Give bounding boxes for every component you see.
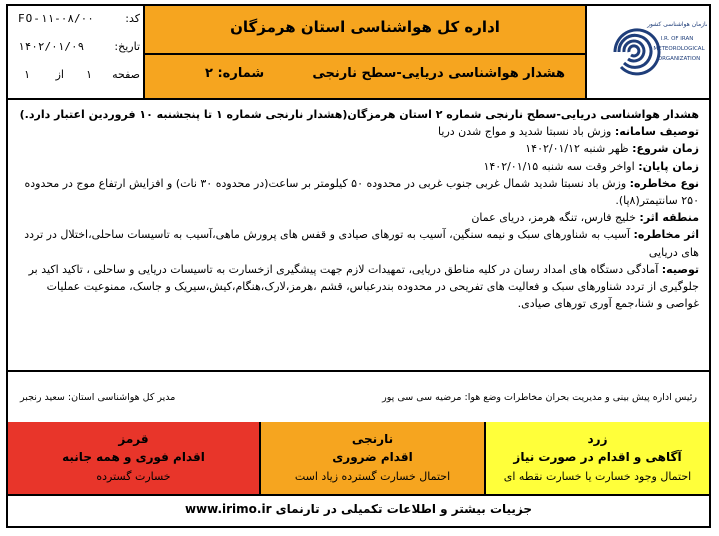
level-action: اقدام ضروری — [332, 450, 413, 464]
bulletin-body — [8, 98, 709, 364]
logo-text-en-1: I.R. OF IRAN — [660, 36, 694, 42]
page-current: ۱ — [86, 68, 92, 81]
effect-label: اثر مخاطره: — [633, 228, 699, 242]
code-value: FO-۱۱-۰۸/۰۰ — [18, 12, 94, 25]
level-orange — [259, 422, 484, 496]
logo-text-fa: سازمان هواشناسی کشور — [647, 21, 707, 28]
title-divider — [145, 53, 585, 55]
effect-value: آسیب به شناورهای سبک و نیمه سنگین، آسیب به تورهای صیادی و قفس های پرورش ماهی،آسیب به تاسیسات ساحلی،اختلال در تردد های دریایی — [24, 228, 699, 259]
end-label: زمان پایان: — [638, 159, 699, 173]
document-meta — [8, 6, 146, 98]
type-label: نوع مخاطره: — [629, 176, 699, 190]
system-description — [18, 123, 699, 140]
recommendation — [18, 261, 699, 313]
type-value: وزش باد نسبتا شدید شمال غربی جنوب غربی در محدوده ۵۰ کیلومتر بر ساعت(در محدوده ۳۰ نات) و افزایش ارتفاع موج در محدوده ۲۵۰ سانتیمتر(۸پا). — [24, 176, 699, 208]
page-row — [14, 68, 140, 88]
desc-label: توصیف سامانه: — [614, 125, 699, 139]
start-value: ظهر شنبه ۱۴۰۲/۰۱/۱۲ — [525, 142, 629, 156]
signatures-row — [8, 370, 709, 424]
page-title: اداره کل هواشناسی استان هرمزگان — [230, 18, 500, 36]
advice-value: آمادگی دستگاه های امداد رسان در کلیه مناطق دریایی، تمهیدات لازم جهت پیشگیری ازخسارت به تاسیسات دریایی و ساحلی ، تاکید اکید بر جلوگیری از تردد شناورهای سبک و فعالیت های تفریحی در محدوده بندرعباس، قشم ،هرمز،لارک،هنگام،کیش،سیریک و جاسک، ممنوعیت عملیات غواصی و شنا،جمع آوری تورهای صیادی. — [28, 262, 699, 311]
hazard-type — [18, 175, 699, 209]
end-time — [18, 158, 699, 175]
level-action: آگاهی و اقدام در صورت نیاز — [513, 450, 682, 464]
level-name: زرد — [587, 432, 608, 446]
code-label: کد: — [125, 12, 140, 25]
date-value: ۱۴۰۲/۰۱/۰۹ — [18, 40, 85, 53]
level-desc: احتمال وجود خسارت یا خسارت نقطه ای — [503, 470, 692, 483]
meteorological-organization-logo — [587, 6, 707, 96]
page-label: صفحه — [112, 68, 140, 81]
director-signature: مدیر کل هواشناسی استان: سعید رنجبر — [20, 392, 176, 403]
warning-bulletin — [6, 4, 711, 528]
warning-number: شماره: ۲ — [205, 66, 265, 81]
level-action: اقدام فوری و همه جانبه — [62, 450, 205, 464]
end-value: اواخر وقت سه شنبه ۱۴۰۲/۰۱/۱۵ — [483, 159, 635, 173]
title-cell — [143, 6, 585, 98]
level-desc: احتمال خسارت گسترده زیاد است — [294, 470, 451, 483]
advice-label: توصیه: — [661, 262, 699, 276]
warning-levels — [8, 422, 709, 496]
date-label: تاریخ: — [114, 40, 140, 53]
footer-link-line: جزییات بیشتر و اطلاعات تکمیلی در تارنمای www.irimo.ir — [8, 494, 709, 526]
warning-subtitle: هشدار هواشناسی دریایی-سطح نارنجی — [312, 66, 565, 81]
forecast-head-signature: رئیس اداره پیش بینی و مدیریت بحران مخاطرات وضع هوا: مرضیه سی سی پور — [382, 392, 697, 403]
date-row — [14, 40, 140, 60]
hazard-effect — [18, 226, 699, 260]
area-label: منطقه اثر: — [639, 211, 699, 225]
level-red — [8, 422, 259, 496]
desc-value: وزش باد نسبتا شدید و مواج شدن دریا — [438, 125, 612, 139]
affected-area — [18, 209, 699, 226]
logo-text-en-2: METEOROLOGICAL — [653, 46, 705, 52]
area-value: خلیج فارس، تنگه هرمز، دریای عمان — [471, 211, 636, 225]
level-yellow — [484, 422, 709, 496]
start-label: زمان شروع: — [632, 142, 699, 156]
level-name: نارنجی — [351, 432, 394, 446]
code-row — [14, 12, 140, 32]
start-time — [18, 140, 699, 157]
level-name: قرمز — [118, 432, 149, 446]
level-desc: خسارت گسترده — [96, 470, 171, 483]
intro-line: هشدار هواشناسی دریایی-سطح نارنجی شماره ۲ استان هرمزگان(هشدار نارنجی شماره ۱ تا پنجشنبه ۱۰ فروردین اعتبار دارد.) — [19, 108, 699, 121]
page-total: ۱ — [24, 68, 30, 81]
logo-text-en-3: ORGANIZATION — [657, 56, 701, 62]
bulletin-header — [8, 6, 709, 100]
page-of: از — [55, 68, 64, 81]
logo-cell — [585, 6, 709, 98]
